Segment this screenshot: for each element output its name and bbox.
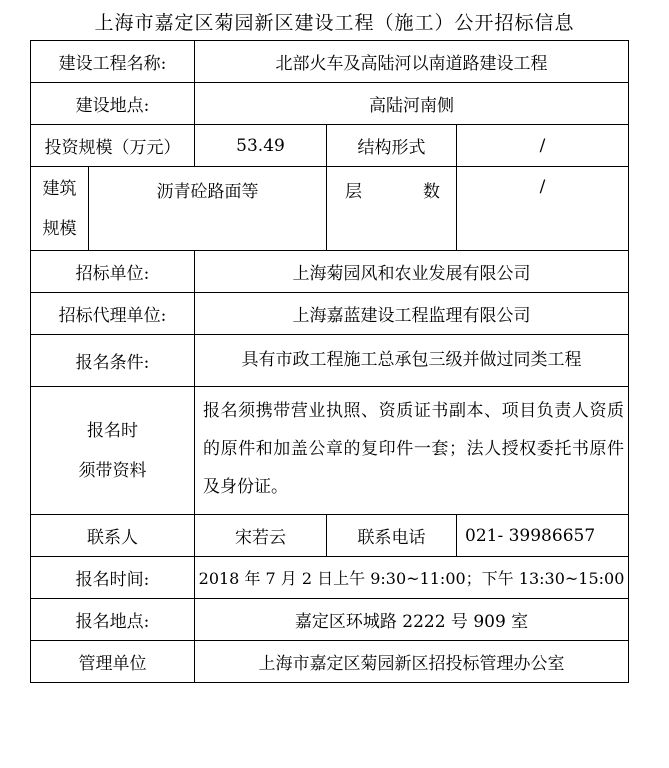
reg-time-value: 2018 年 7 月 2 日上午 9:30~11:00；下午 13:30~15:00 — [195, 557, 629, 599]
building-scale-label-line1: 建筑 — [42, 178, 77, 199]
row-conditions — [31, 335, 629, 387]
investment-value: 53.49 — [195, 125, 327, 167]
floors-label-a: 层 — [345, 182, 363, 202]
row-reg-place — [31, 599, 629, 641]
reg-place-value: 嘉定区环城路 2222 号 909 室 — [195, 599, 629, 641]
phone-label: 联系电话 — [327, 515, 457, 557]
manager-label: 管理单位 — [31, 641, 195, 683]
building-scale-label — [31, 167, 89, 251]
contact-value: 宋若云 — [195, 515, 327, 557]
project-name-label: 建设工程名称: — [31, 41, 195, 83]
floors-value: / — [457, 167, 629, 251]
manager-value: 上海市嘉定区菊园新区招投标管理办公室 — [195, 641, 629, 683]
building-scale-value: 沥青砼路面等 — [89, 167, 327, 251]
conditions-label: 报名条件: — [31, 335, 195, 387]
tender-info-table — [30, 40, 629, 683]
materials-label-line2: 须带资料 — [78, 460, 147, 481]
row-location — [31, 83, 629, 125]
reg-place-label: 报名地点: — [31, 599, 195, 641]
tender-unit-value: 上海菊园风和农业发展有限公司 — [195, 251, 629, 293]
page-title: 上海市嘉定区菊园新区建设工程（施工）公开招标信息 — [94, 12, 575, 34]
reg-time-label: 报名时间: — [31, 557, 195, 599]
row-reg-time — [31, 557, 629, 599]
project-name-value: 北部火车及高陆河以南道路建设工程 — [195, 41, 629, 83]
conditions-value: 具有市政工程施工总承包三级并做过同类工程 — [195, 335, 629, 387]
row-agent — [31, 293, 629, 335]
floors-label-b: 数 — [423, 182, 441, 202]
row-tender-unit — [31, 251, 629, 293]
tender-unit-label: 招标单位: — [31, 251, 195, 293]
row-investment — [31, 125, 629, 167]
location-label: 建设地点: — [31, 83, 195, 125]
investment-label: 投资规模（万元） — [31, 125, 195, 167]
materials-value: 报名须携带营业执照、资质证书副本、项目负责人资质的原件和加盖公章的复印件一套；法人授权委托书原件及身份证。 — [195, 387, 629, 515]
row-building-scale — [31, 167, 629, 251]
contact-label: 联系人 — [31, 515, 195, 557]
row-contact — [31, 515, 629, 557]
row-project-name — [31, 41, 629, 83]
row-materials — [31, 387, 629, 515]
materials-label — [31, 387, 195, 515]
agent-value: 上海嘉蓝建设工程监理有限公司 — [195, 293, 629, 335]
location-value: 高陆河南侧 — [195, 83, 629, 125]
agent-label: 招标代理单位: — [31, 293, 195, 335]
structure-value: / — [457, 125, 629, 167]
floors-label — [327, 167, 457, 251]
structure-label: 结构形式 — [327, 125, 457, 167]
row-manager — [31, 641, 629, 683]
phone-value: 021- 39986657 — [457, 515, 629, 557]
materials-label-line1: 报名时 — [87, 420, 138, 441]
building-scale-label-line2: 规模 — [42, 218, 77, 239]
